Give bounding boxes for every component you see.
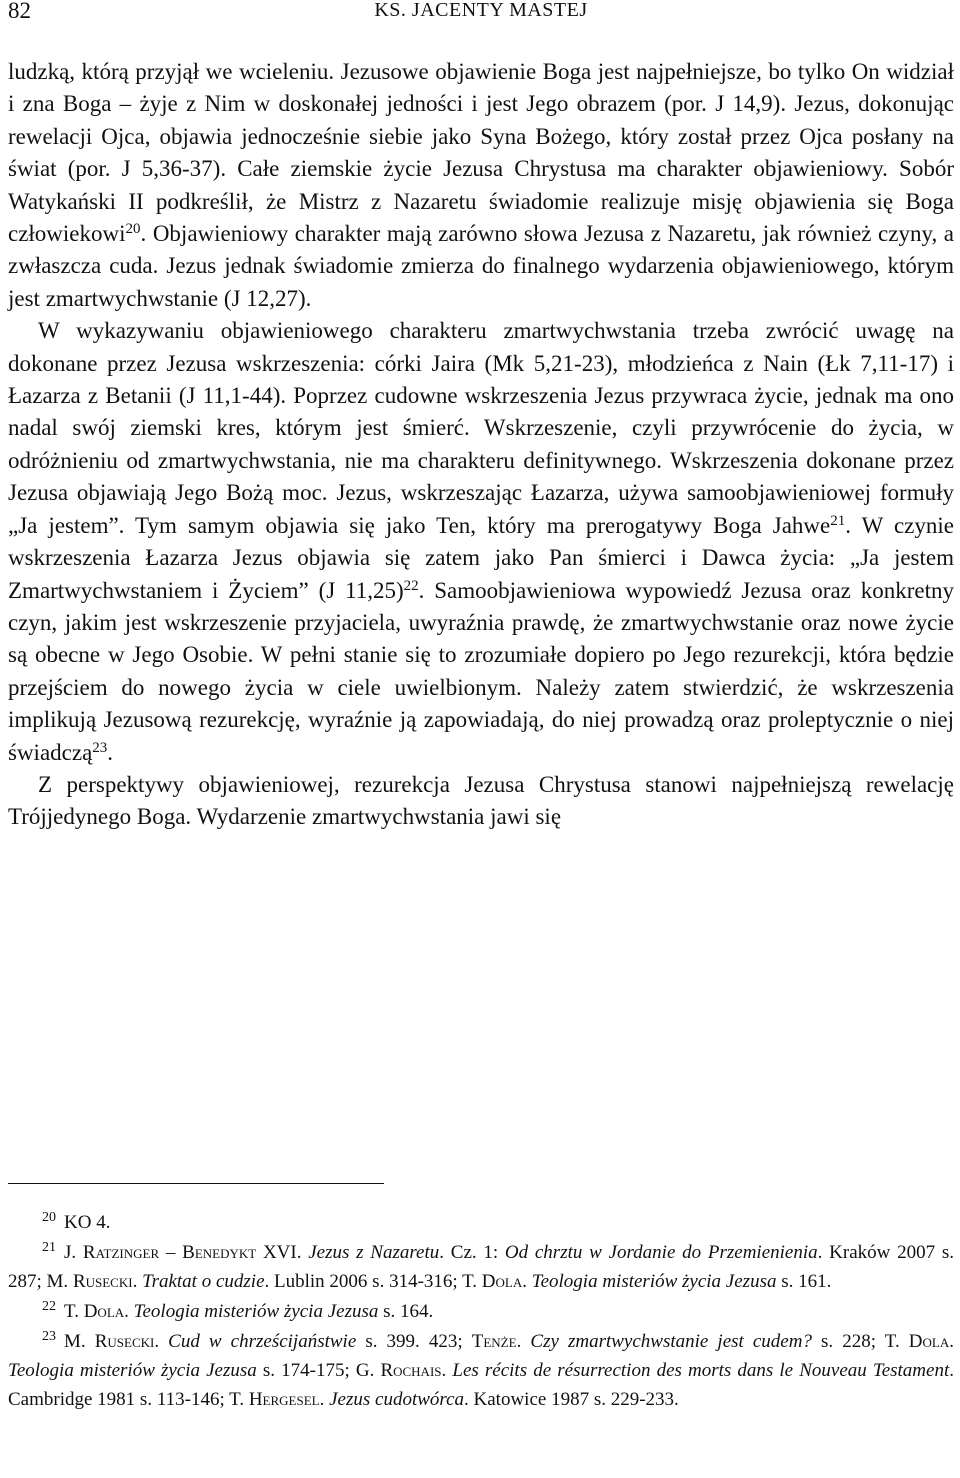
text-run: M. [64, 1331, 95, 1352]
italic-title: Teologia misteriów życia Jezusa [8, 1360, 257, 1381]
text-run: – [159, 1242, 183, 1263]
text-run: ludzką, którą przyjął we wcieleniu. Jezusowe objawienie Boga jest najpełniejsze, bo tylko On widział i zna Boga – żyje z Nim w doskonałej jedności i jest Jego obrazem (por. J 14,9). Jezus, dokonując rewelacji Ojca, objawia jednocześnie siebie jako Syna Bożego, który został przez Ojca posłany na świat (por. J 5,36-37). Całe ziemskie życie Jezusa Chrystusa ma charakter objawieniowy. Sobór Watykański II podkreślił, że Mistrz z Nazaretu świadomie realizuje misję objawienia się Boga człowiekowi [8, 59, 954, 247]
running-head: KS. JACENTY MASTEJ [374, 0, 588, 21]
paragraph [8, 56, 954, 315]
footnote-number: 23 [42, 1329, 56, 1344]
text-run: Z perspektywy objawieniowej, rezurekcja Jezusa Chrystusa stanowi najpełniejszą rewelację Trójjedynego Boga. Wydarzenie zmartwychwstania jawi się [8, 771, 954, 830]
text-run: . Katowice 1987 s. 229-233. [464, 1389, 679, 1410]
author-name: Benedykt [182, 1242, 257, 1263]
footnote [8, 1297, 954, 1326]
italic-title: Teologia misteriów życia Jezusa [531, 1271, 777, 1292]
text-run: s. 161. [776, 1271, 832, 1292]
footnote-number: 22 [42, 1299, 56, 1314]
text-run: . [949, 1331, 954, 1352]
author-name: Dola [908, 1331, 950, 1352]
footnote-ref: 23 [92, 739, 108, 756]
text-run: s. 164. [378, 1301, 434, 1322]
footnotes [8, 1208, 954, 1415]
author-name: Hergesel [248, 1389, 320, 1410]
text-run: . [516, 1331, 531, 1352]
text-run: . [441, 1360, 453, 1381]
page-header [8, 0, 954, 30]
text-run: J. [64, 1242, 83, 1263]
page-number: 82 [8, 0, 31, 23]
text-run: XVI. [256, 1242, 309, 1263]
italic-title: Czy zmartwychwstanie jest cudem? [530, 1331, 812, 1352]
text-run: . Samoobjawieniowa wypowiedź Jezusa oraz konkretny czyn, jakim jest wskrzeszenie przyjaciela, uwyraźnia prawdę, że zmartwychwstanie oraz nowe życie są obecne w Jego Osobie. W pełni stanie się to zrozumiałe dopiero po Jego rezurekcji, która będzie przejściem do nowego życia w ciele uwielbionym. Należy zatem stwierdzić, że wskrzeszenia implikują Jezusową rezurekcję, wyraźnie ją zapowiadają, do niej prowadzą oraz proleptycznie o niej świadczą [8, 577, 954, 765]
footnote-ref: 21 [830, 512, 846, 529]
footnote-number: 20 [42, 1210, 56, 1225]
text-run: s. 228; T. [811, 1331, 909, 1352]
text-run: . [319, 1389, 330, 1410]
italic-title: Teologia misteriów życia Jezusa [133, 1301, 379, 1322]
text-run: . [522, 1271, 532, 1292]
footnote [8, 1208, 954, 1237]
text-run: . [124, 1301, 134, 1322]
footnote-ref: 22 [403, 577, 419, 594]
text-run: . [132, 1271, 143, 1292]
text-run: . Objawieniowy charakter mają zarówno słowa Jezusa z Nazaretu, jak również czyny, a zwłaszcza cuda. Jezus jednak świadomie zmierza do finalnego wydarzenia objawieniowego, którym jest zmartwychwstanie (J 12,27). [8, 221, 954, 311]
text-run: . Lublin 2006 s. 314-316; T. [264, 1271, 482, 1292]
text-run: . Cz. 1: [439, 1242, 505, 1263]
author-name: Dola [481, 1271, 523, 1292]
paragraph [8, 769, 954, 834]
text-run: T. [64, 1301, 84, 1322]
italic-title: Od chrztu w Jordanie do Przemienienia [504, 1242, 818, 1263]
italic-title: Jezus z Nazaretu [308, 1242, 440, 1263]
author-name: Rochais [380, 1360, 442, 1381]
text-run: . Cambridge 1981 s. 113-146; T. [8, 1360, 954, 1410]
text-run: KO 4. [64, 1212, 111, 1233]
paragraph [8, 315, 954, 769]
body-text [8, 56, 954, 834]
page [8, 0, 954, 1410]
footnote-separator [8, 1183, 384, 1184]
footnote [8, 1327, 954, 1414]
italic-title: Cud w chrześcijaństwie [168, 1331, 357, 1352]
author-name: Dola [83, 1301, 125, 1322]
author-name: Rusecki [72, 1271, 133, 1292]
footnote-number: 21 [42, 1240, 56, 1255]
italic-title: Les récits de résurrection des morts dans le Nouveau Testament [452, 1360, 950, 1381]
author-name: Ratzinger [82, 1242, 160, 1263]
text-run: . [154, 1331, 169, 1352]
author-name: Rusecki [94, 1331, 155, 1352]
italic-title: Traktat o cudzie [142, 1271, 265, 1292]
footnote-ref: 20 [125, 221, 141, 238]
italic-title: Jezus cudotwórca [329, 1389, 465, 1410]
text-run: s. 399. 423; [356, 1331, 472, 1352]
text-run: s. 174-175; G. [256, 1360, 381, 1381]
text-run: . [107, 739, 114, 765]
footnote [8, 1238, 954, 1296]
author-name: Tenże [471, 1331, 517, 1352]
text-run: . W czynie wskrzeszenia Łazarza Jezus objawia się zatem jako Pan śmierci i Dawca życia: „Ja jestem Zmartwychwstaniem i Życiem” (J 11,25) [8, 512, 954, 603]
text-run: . Kraków 2007 s. 287; M. [8, 1242, 954, 1292]
text-run: W wykazywaniu objawieniowego charakteru zmartwychwstania trzeba zwrócić uwagę na dokonane przez Jezusa wskrzeszenia: córki Jaira (Mk 5,21-23), młodzieńca z Nain (Łk 7,11-17) i Łazarza z Betanii (J 11,1-44). Poprzez cudowne wskrzeszenia Jezus przywraca życie, jednak ma ono nadal swój ziemski kres, którym jest śmierć. Wskrzeszenie, czyli przywrócenie do życia, w odróżnieniu od zmartwychwstania, nie ma charakteru definitywnego. Wskrzeszenia dokonane przez Jezusa objawiają Jego Bożą moc. Jezus, wskrzeszając Łazarza, używa samoobjawieniowej formuły „Ja jestem”. Tym samym objawia się jako Ten, który ma prerogatywy Boga Jahwe [8, 318, 954, 538]
